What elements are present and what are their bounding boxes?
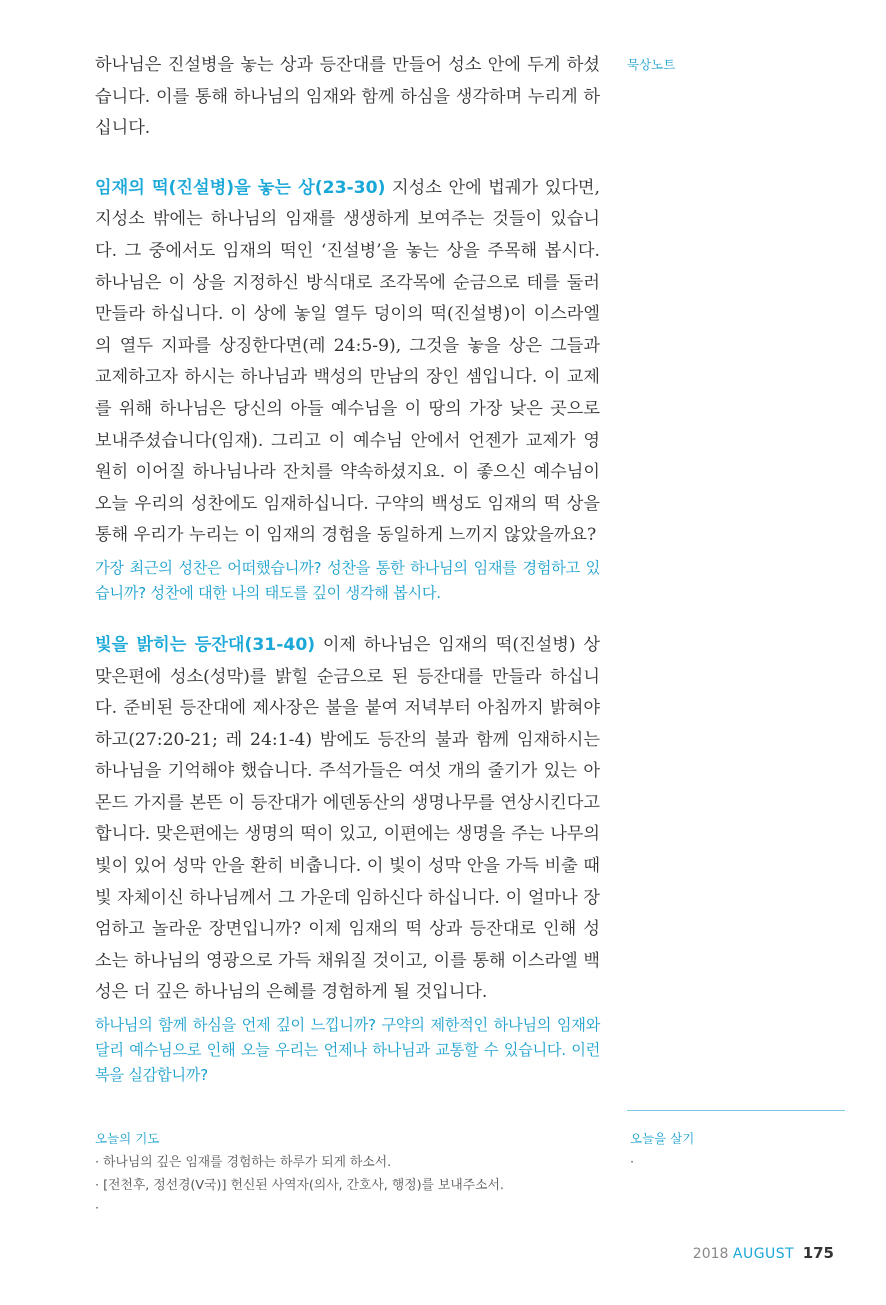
today-live-list [630, 1151, 634, 1174]
today-live-item: · [630, 1155, 635, 1170]
section-body: 이제 하나님은 임재의 떡(진설병) 상 맞은편에 성소(성막)를 밝힐 순금으로 된 등잔대를 만들라 하십니다. 준비된 등잔대에 제사장은 불을 붙여 저녁부터 아침까지 밝혀야 하고(27:20-21; 레 24:1-4) 밤에도 등잔의 불과 함께 임재하시는 하나님을 기억해야 했습니다. 주석가들은 여섯 개의 줄기가 있는 아몬드 가지를 본뜬 이 등잔대가 에덴동산의 생명나무를 연상시킨다고 합니다. 맞은편에는 생명의 떡이 있고, 이편에는 생명을 주는 나무의 빛이 있어 성막 안을 환히 비춥니다. 이 빛이 성막 안을 가득 비출 때 빛 자체이신 하나님께서 그 가운데 임하신다 하십니다. 이 얼마나 장엄하고 놀라운 장면입니까? 이제 임재의 떡 상과 등잔대로 인해 성소는 하나님의 영광으로 가득 채워질 것이고, 이를 통해 이스라엘 백성은 더 깊은 하나님의 은혜를 경험하게 될 것입니다. [95, 634, 600, 1003]
page-number: 175 [802, 1244, 834, 1262]
prayer-list [95, 1151, 504, 1220]
intro-paragraph: 하나님은 진설병을 놓는 상과 등잔대를 만들어 성소 안에 두게 하셨습니다. 이를 통해 하나님의 임재와 함께 하심을 생각하며 누리게 하십니다. [95, 55, 600, 139]
section-presence-bread-table [95, 173, 600, 552]
sidebar-divider [627, 1110, 845, 1111]
section-heading: 임재의 떡(진설병)을 놓는 상(23-30) [95, 177, 386, 198]
prayer-item: · 하나님의 깊은 임재를 경험하는 하루가 되게 하소서. [95, 1155, 392, 1170]
meditation-notes-label: 묵상노트 [627, 57, 676, 72]
footer-month: AUGUST [732, 1246, 795, 1262]
page-footer [693, 1244, 834, 1262]
section-body: 지성소 안에 법궤가 있다면, 지성소 밖에는 하나님의 임재를 생생하게 보여주는 것들이 있습니다. 그 중에서도 임재의 떡인 ‘진설병’을 놓는 상을 주목해 봅시다. 하나님은 이 상을 지정하신 방식대로 조각목에 순금으로 테를 둘러 만들라 하십니다. 이 상에 놓일 열두 덩이의 떡(진설병)이 이스라엘의 열두 지파를 상징한다면(레 24:5-9), 그것을 놓을 상은 그들과 교제하고자 하시는 하나님과 백성의 만남의 장인 셈입니다. 이 교제를 위해 하나님은 당신의 아들 예수님을 이 땅의 가장 낮은 곳으로 보내주셨습니다(임재). 그리고 이 예수님 안에서 언젠가 교제가 영원히 이어질 하나님나라 잔치를 약속하셨지요. 이 좋으신 예수님이 오늘 우리의 성찬에도 임재하십니다. 구약의 백성도 임재의 떡 상을 통해 우리가 누리는 이 임재의 경험을 동일하게 느끼지 않았을까요? [95, 177, 600, 546]
prayer-item: · [전천후, 정선경(V국)] 헌신된 사역자(의사, 간호사, 행정)를 보내주소서. [95, 1178, 504, 1193]
prayer-item: · [95, 1201, 100, 1216]
footer-year: 2018 [692, 1246, 729, 1262]
main-content [95, 50, 600, 1088]
today-live-title: 오늘을 살기 [630, 1131, 695, 1146]
reflection-question: 가장 최근의 성찬은 어떠했습니까? 성찬을 통한 하나님의 임재를 경험하고 있습니까? 성찬에 대한 나의 태도를 깊이 생각해 봅시다. [95, 558, 600, 602]
reflection-question: 하나님의 함께 하심을 언제 깊이 느낍니까? 구약의 제한적인 하나님의 임재와 달리 예수님으로 인해 오늘 우리는 언제나 하나님과 교통할 수 있습니다. 이런 복을 실감합니까? [95, 1016, 600, 1085]
section-lampstand [95, 630, 600, 1009]
section-heading: 빛을 밝히는 등잔대(31-40) [95, 634, 316, 655]
prayer-title: 오늘의 기도 [95, 1131, 160, 1146]
